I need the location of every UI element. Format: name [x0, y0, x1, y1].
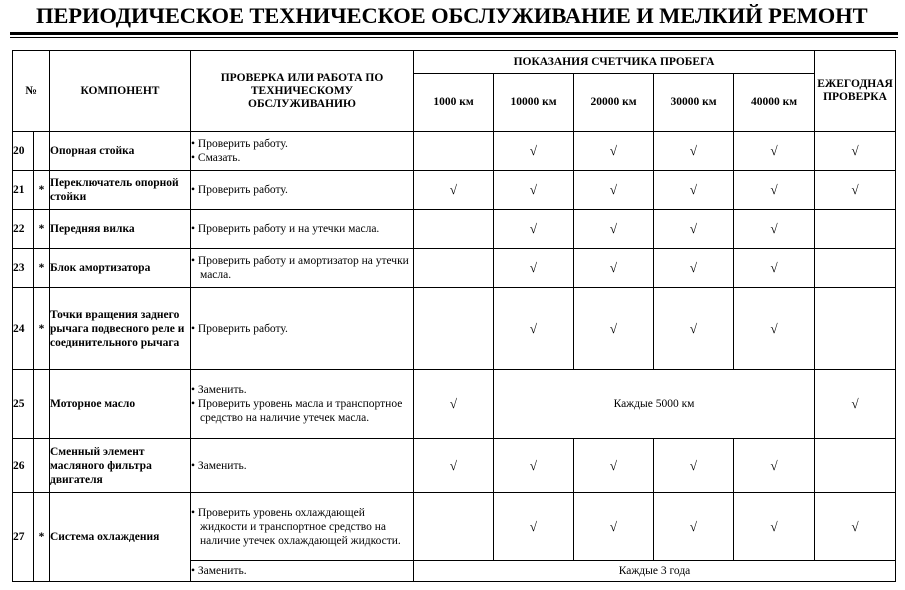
header-odometer: ПОКАЗАНИЯ СЧЕТЧИКА ПРОБЕГА [414, 51, 815, 74]
check-mark: √ [494, 132, 574, 171]
table-row [13, 249, 896, 288]
check-mark: √ [734, 439, 815, 493]
row-number: 25 [13, 370, 34, 439]
check-mark: √ [494, 439, 574, 493]
row-component: Блок амортизатора [50, 249, 191, 288]
title-rule-thin [10, 37, 898, 38]
page-title: ПЕРИОДИЧЕСКОЕ ТЕХНИЧЕСКОЕ ОБСЛУЖИВАНИЕ И МЕЛКИЙ РЕМОНТ [36, 3, 868, 28]
check-mark: √ [494, 171, 574, 210]
row-star [34, 370, 50, 439]
check-mark: √ [734, 493, 815, 561]
check-mark: √ [414, 439, 494, 493]
check-mark: √ [734, 171, 815, 210]
row-star: * [34, 210, 50, 249]
row-star: * [34, 249, 50, 288]
row-number: 20 [13, 132, 34, 171]
row-component: Сменный элемент масляного фильтра двигателя [50, 439, 191, 493]
row-actions [191, 439, 414, 493]
row-star: * [34, 493, 50, 582]
header-annual: ЕЖЕГОДНАЯ ПРОВЕРКА [815, 51, 896, 132]
action-item: • Проверить работу и на утечки масла. [191, 222, 413, 236]
check-mark: √ [815, 493, 896, 561]
check-mark: √ [494, 210, 574, 249]
header-km-20000: 20000 км [574, 74, 654, 132]
check-mark: √ [574, 249, 654, 288]
row-number: 22 [13, 210, 34, 249]
row-star: * [34, 288, 50, 370]
row-component: Точки вращения заднего рычага подвесного реле и соединительного рычага [50, 288, 191, 370]
row-actions [191, 249, 414, 288]
row-actions [191, 288, 414, 370]
row-star: * [34, 171, 50, 210]
row-component: Опорная стойка [50, 132, 191, 171]
header-check: ПРОВЕРКА ИЛИ РАБОТА ПО ТЕХНИЧЕСКОМУ ОБСЛУЖИВАНИЮ [191, 51, 414, 132]
check-cell [815, 439, 896, 493]
table-row [13, 493, 896, 561]
check-cell [815, 210, 896, 249]
check-mark: √ [654, 288, 734, 370]
check-mark: √ [654, 439, 734, 493]
row-number: 26 [13, 439, 34, 493]
check-mark: √ [494, 493, 574, 561]
action-item: • Проверить работу. [191, 183, 413, 197]
action-item: • Заменить. [191, 459, 413, 473]
interval-text: Каждые 3 года [414, 561, 896, 582]
row-actions [191, 370, 414, 439]
row-actions [191, 132, 414, 171]
header-km-10000: 10000 км [494, 74, 574, 132]
check-mark: √ [574, 493, 654, 561]
check-mark: √ [574, 288, 654, 370]
check-mark: √ [734, 249, 815, 288]
check-mark: √ [654, 249, 734, 288]
check-cell [414, 249, 494, 288]
table-row [13, 132, 896, 171]
action-item: • Заменить. [191, 383, 413, 397]
action-item: • Проверить работу и амортизатор на утечки масла. [191, 254, 413, 282]
table-row [13, 288, 896, 370]
check-mark: √ [815, 370, 896, 439]
row-number: 27 [13, 493, 34, 582]
check-mark: √ [734, 288, 815, 370]
action-item: • Смазать. [191, 151, 413, 165]
maintenance-table [12, 50, 896, 582]
table-row [13, 210, 896, 249]
check-mark: √ [414, 171, 494, 210]
check-mark: √ [734, 210, 815, 249]
table-row [13, 370, 896, 439]
check-cell [414, 288, 494, 370]
check-mark: √ [734, 132, 815, 171]
check-mark: √ [574, 210, 654, 249]
check-mark: √ [494, 249, 574, 288]
check-mark: √ [815, 132, 896, 171]
check-mark: √ [654, 132, 734, 171]
action-item: • Заменить. [191, 564, 413, 578]
row-component: Переключатель опорной стойки [50, 171, 191, 210]
row-number: 23 [13, 249, 34, 288]
action-item: • Проверить работу. [191, 322, 413, 336]
check-mark: √ [494, 288, 574, 370]
table-row [13, 171, 896, 210]
check-cell [414, 493, 494, 561]
row-actions [191, 210, 414, 249]
check-cell [414, 210, 494, 249]
interval-text: Каждые 5000 км [494, 370, 815, 439]
header-component: КОМПОНЕНТ [50, 51, 191, 132]
row-actions [191, 493, 414, 561]
table-row [13, 439, 896, 493]
row-star [34, 439, 50, 493]
check-mark: √ [574, 132, 654, 171]
header-no: № [13, 51, 50, 132]
row-actions [191, 561, 414, 582]
check-cell [815, 249, 896, 288]
header-km-30000: 30000 км [654, 74, 734, 132]
row-number: 24 [13, 288, 34, 370]
check-mark: √ [815, 171, 896, 210]
row-component: Моторное масло [50, 370, 191, 439]
check-mark: √ [574, 439, 654, 493]
check-mark: √ [654, 171, 734, 210]
check-mark: √ [574, 171, 654, 210]
action-item: • Проверить уровень охлаждающей жидкости и транспортное средство на наличие утечек охлаждающей жидкости. [191, 506, 413, 548]
header-km-1000: 1000 км [414, 74, 494, 132]
row-star [34, 132, 50, 171]
title-rule-thick [10, 32, 898, 35]
action-item: • Проверить уровень масла и транспортное средство на наличие утечек масла. [191, 397, 413, 425]
check-mark: √ [414, 370, 494, 439]
row-component: Передняя вилка [50, 210, 191, 249]
check-cell [414, 132, 494, 171]
row-component: Система охлаждения [50, 493, 191, 582]
header-km-40000: 40000 км [734, 74, 815, 132]
row-actions [191, 171, 414, 210]
action-item: • Проверить работу. [191, 137, 413, 151]
check-cell [815, 288, 896, 370]
row-number: 21 [13, 171, 34, 210]
check-mark: √ [654, 210, 734, 249]
check-mark: √ [654, 493, 734, 561]
